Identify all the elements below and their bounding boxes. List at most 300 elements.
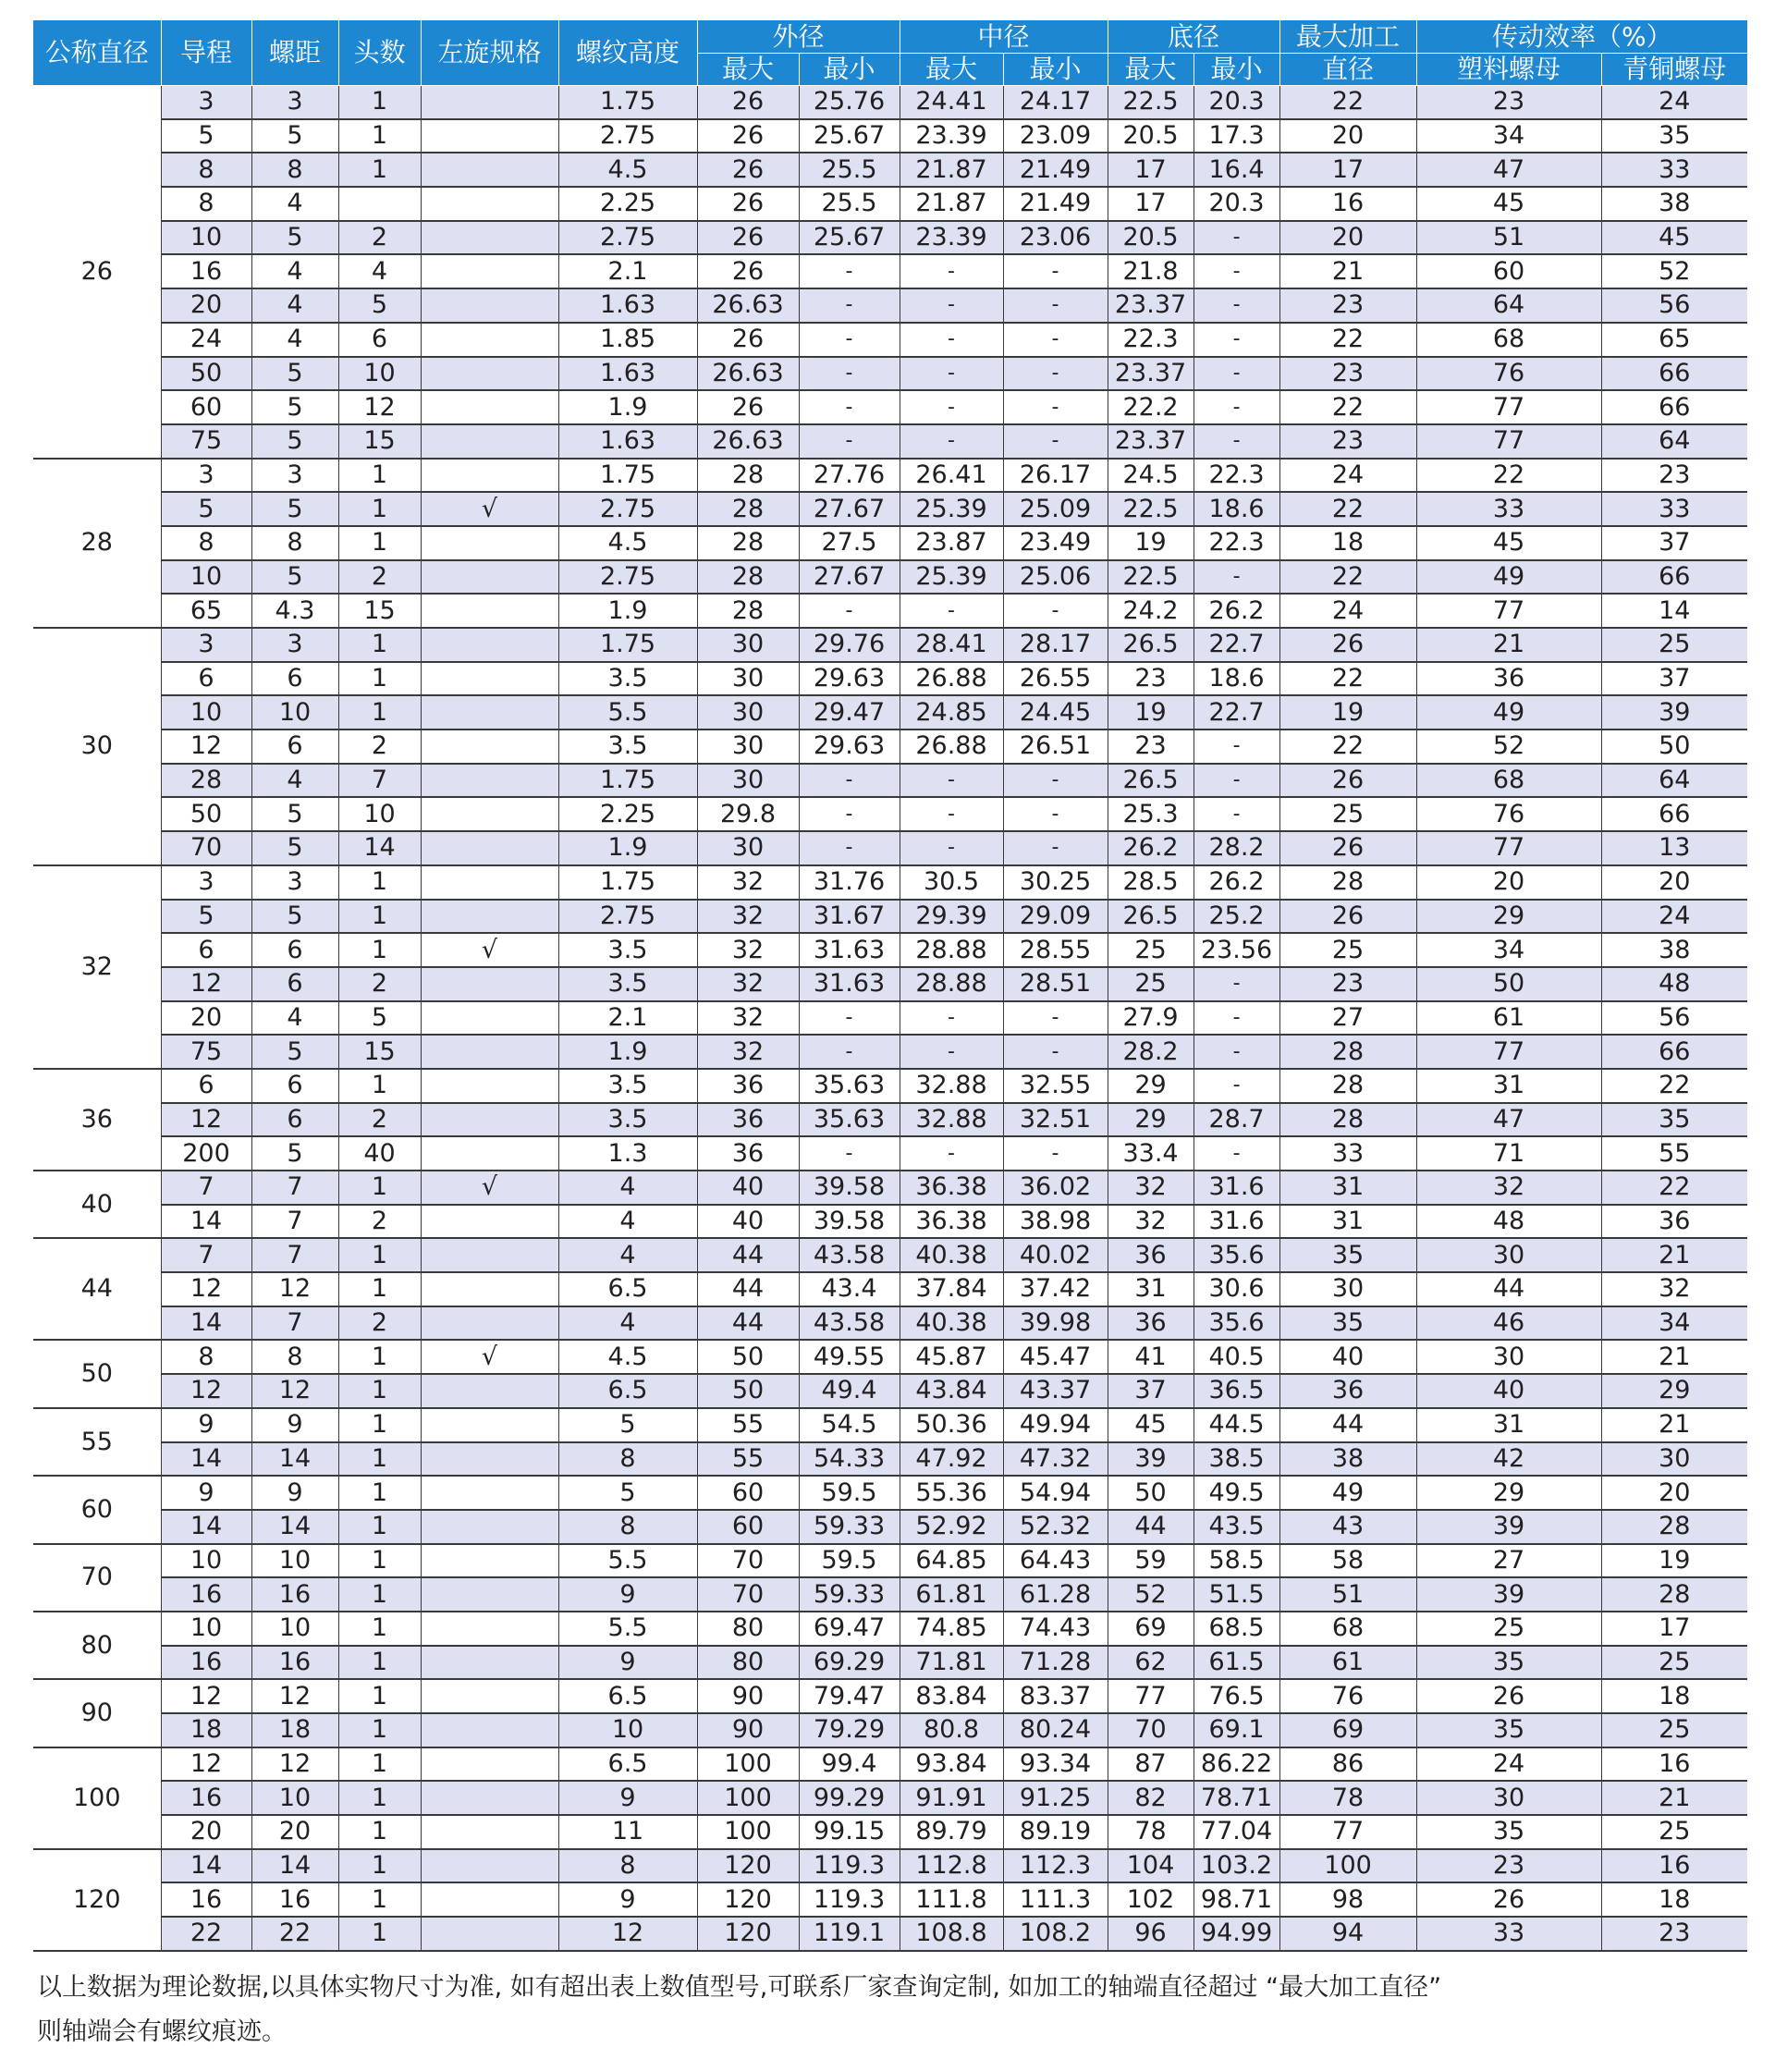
plastic-nut-cell: 68	[1416, 764, 1601, 798]
root-min-cell: -	[1194, 424, 1279, 459]
lead-cell: 12	[161, 1679, 251, 1713]
pitch-max-cell: 80.8	[900, 1713, 1003, 1747]
pitch-cell: 5	[251, 831, 338, 865]
nominal-diameter-cell: 60	[33, 1476, 161, 1543]
plastic-nut-cell: 26	[1416, 1882, 1601, 1917]
max-machining-cell: 30	[1279, 1272, 1416, 1306]
pitch-cell: 12	[251, 1747, 338, 1782]
pitch-cell: 5	[251, 1035, 338, 1069]
thread-height-cell: 8	[558, 1442, 697, 1477]
pitch-min-cell: 64.43	[1003, 1544, 1108, 1578]
max-machining-cell: 16	[1279, 187, 1416, 221]
max-machining-cell: 61	[1279, 1646, 1416, 1680]
root-min-cell: 20.3	[1194, 86, 1279, 119]
pitch-max-cell: 26.88	[900, 729, 1003, 764]
pitch-max-cell: -	[900, 797, 1003, 831]
root-min-cell: 69.1	[1194, 1713, 1279, 1747]
outer-min-cell: -	[799, 323, 900, 357]
pitch-min-cell: 83.37	[1003, 1679, 1108, 1713]
root-max-cell: 102	[1108, 1882, 1194, 1917]
root-min-cell: 28.2	[1194, 831, 1279, 865]
plastic-nut-cell: 61	[1416, 1001, 1601, 1036]
plastic-nut-cell: 31	[1416, 1408, 1601, 1442]
bronze-nut-cell: 21	[1601, 1340, 1747, 1374]
lead-cell: 10	[161, 560, 251, 595]
lead-cell: 16	[161, 1882, 251, 1917]
max-machining-cell: 20	[1279, 119, 1416, 153]
root-min-cell: -	[1194, 390, 1279, 424]
pitch-cell: 20	[251, 1815, 338, 1849]
pitch-min-cell: 26.55	[1003, 662, 1108, 696]
bronze-nut-cell: 55	[1601, 1136, 1747, 1171]
root-max-cell: 29	[1108, 1069, 1194, 1103]
plastic-nut-cell: 33	[1416, 1917, 1601, 1951]
max-machining-cell: 25	[1279, 933, 1416, 967]
outer-max-cell: 30	[697, 831, 799, 865]
starts-cell: 1	[338, 86, 421, 119]
thread-height-cell: 9	[558, 1646, 697, 1680]
max-machining-cell: 27	[1279, 1001, 1416, 1036]
outer-max-cell: 90	[697, 1713, 799, 1747]
outer-max-cell: 26.63	[697, 424, 799, 459]
root-min-cell: -	[1194, 729, 1279, 764]
outer-min-cell: 25.5	[799, 187, 900, 221]
plastic-nut-cell: 25	[1416, 1612, 1601, 1646]
left-hand-cell	[421, 1374, 558, 1408]
pitch-max-cell: 28.88	[900, 933, 1003, 967]
root-min-cell: 36.5	[1194, 1374, 1279, 1408]
root-min-cell: 26.2	[1194, 594, 1279, 628]
lead-cell: 75	[161, 424, 251, 459]
pitch-cell: 8	[251, 1340, 338, 1374]
pitch-min-cell: 38.98	[1003, 1205, 1108, 1239]
starts-cell: 1	[338, 1882, 421, 1917]
lead-cell: 6	[161, 933, 251, 967]
pitch-cell: 5	[251, 424, 338, 459]
root-max-cell: 26.5	[1108, 900, 1194, 934]
starts-cell: 1	[338, 1238, 421, 1272]
outer-min-cell: 43.58	[799, 1306, 900, 1341]
pitch-min-cell: 30.25	[1003, 865, 1108, 900]
lead-cell: 7	[161, 1171, 251, 1205]
max-machining-cell: 23	[1279, 288, 1416, 323]
root-min-cell: 68.5	[1194, 1612, 1279, 1646]
bronze-nut-cell: 65	[1601, 323, 1747, 357]
plastic-nut-cell: 23	[1416, 1849, 1601, 1883]
nominal-diameter-cell: 30	[33, 628, 161, 865]
pitch-min-cell: 89.19	[1003, 1815, 1108, 1849]
bronze-nut-cell: 37	[1601, 526, 1747, 560]
left-hand-cell	[421, 424, 558, 459]
left-hand-cell	[421, 187, 558, 221]
header-root-diameter: 底径	[1108, 20, 1279, 54]
outer-max-cell: 50	[697, 1340, 799, 1374]
plastic-nut-cell: 68	[1416, 323, 1601, 357]
nominal-diameter-cell: 90	[33, 1679, 161, 1747]
header-bronze-nut: 青铜螺母	[1601, 54, 1747, 86]
pitch-min-cell: 52.32	[1003, 1510, 1108, 1544]
root-min-cell: 77.04	[1194, 1815, 1279, 1849]
table-row	[33, 153, 1747, 187]
bronze-nut-cell: 33	[1601, 153, 1747, 187]
pitch-max-cell: 112.8	[900, 1849, 1003, 1883]
outer-max-cell: 90	[697, 1679, 799, 1713]
header-pitch: 螺距	[251, 20, 338, 86]
pitch-cell: 5	[251, 390, 338, 424]
lead-cell: 75	[161, 1035, 251, 1069]
lead-cell: 16	[161, 1781, 251, 1815]
outer-max-cell: 36	[697, 1069, 799, 1103]
table-row	[33, 560, 1747, 595]
thread-height-cell: 6.5	[558, 1747, 697, 1782]
root-max-cell: 69	[1108, 1612, 1194, 1646]
pitch-max-cell: 25.39	[900, 560, 1003, 595]
left-hand-cell	[421, 288, 558, 323]
pitch-min-cell: 28.51	[1003, 967, 1108, 1001]
header-lead: 导程	[161, 20, 251, 86]
outer-min-cell: 31.63	[799, 933, 900, 967]
outer-max-cell: 26.63	[697, 357, 799, 391]
nominal-diameter-cell: 32	[33, 865, 161, 1069]
starts-cell: 1	[338, 1713, 421, 1747]
outer-min-cell: -	[799, 764, 900, 798]
plastic-nut-cell: 60	[1416, 254, 1601, 288]
root-min-cell: -	[1194, 357, 1279, 391]
table-row	[33, 628, 1747, 662]
starts-cell: 1	[338, 1171, 421, 1205]
pitch-cell: 9	[251, 1476, 338, 1510]
starts-cell: 5	[338, 1001, 421, 1036]
outer-min-cell: 119.3	[799, 1882, 900, 1917]
outer-max-cell: 120	[697, 1917, 799, 1951]
pitch-min-cell: 24.45	[1003, 695, 1108, 729]
max-machining-cell: 26	[1279, 831, 1416, 865]
outer-min-cell: -	[799, 288, 900, 323]
pitch-min-cell: 112.3	[1003, 1849, 1108, 1883]
header-root-min: 最小	[1194, 54, 1279, 86]
left-hand-cell	[421, 729, 558, 764]
table-body	[33, 86, 1747, 1951]
pitch-min-cell: 24.17	[1003, 86, 1108, 119]
left-hand-cell	[421, 1001, 558, 1036]
pitch-cell: 12	[251, 1272, 338, 1306]
outer-min-cell: -	[799, 1035, 900, 1069]
outer-max-cell: 30	[697, 695, 799, 729]
root-max-cell: 26.2	[1108, 831, 1194, 865]
table-row	[33, 1544, 1747, 1578]
pitch-min-cell: -	[1003, 424, 1108, 459]
bronze-nut-cell: 28	[1601, 1577, 1747, 1612]
outer-min-cell: 29.63	[799, 729, 900, 764]
left-hand-cell	[421, 1815, 558, 1849]
starts-cell: 1	[338, 1815, 421, 1849]
lead-cell: 22	[161, 1917, 251, 1951]
header-thread-height: 螺纹高度	[558, 20, 697, 86]
plastic-nut-cell: 64	[1416, 288, 1601, 323]
pitch-cell: 5	[251, 492, 338, 526]
bronze-nut-cell: 35	[1601, 1103, 1747, 1137]
table-row	[33, 119, 1747, 153]
root-max-cell: 27.9	[1108, 1001, 1194, 1036]
pitch-cell: 4	[251, 1001, 338, 1036]
max-machining-cell: 24	[1279, 459, 1416, 493]
outer-max-cell: 40	[697, 1171, 799, 1205]
thread-height-cell: 2.25	[558, 797, 697, 831]
starts-cell: 6	[338, 323, 421, 357]
table-row	[33, 1781, 1747, 1815]
bronze-nut-cell: 21	[1601, 1408, 1747, 1442]
starts-cell: 2	[338, 729, 421, 764]
table-row	[33, 1272, 1747, 1306]
lead-cell: 10	[161, 1544, 251, 1578]
outer-max-cell: 32	[697, 967, 799, 1001]
root-max-cell: 24.2	[1108, 594, 1194, 628]
pitch-max-cell: -	[900, 390, 1003, 424]
pitch-max-cell: 24.41	[900, 86, 1003, 119]
max-machining-cell: 19	[1279, 695, 1416, 729]
header-outer-diameter: 外径	[697, 20, 900, 54]
plastic-nut-cell: 77	[1416, 424, 1601, 459]
root-min-cell: -	[1194, 288, 1279, 323]
pitch-min-cell: 40.02	[1003, 1238, 1108, 1272]
pitch-cell: 5	[251, 357, 338, 391]
outer-max-cell: 80	[697, 1646, 799, 1680]
bronze-nut-cell: 48	[1601, 967, 1747, 1001]
thread-height-cell: 4.5	[558, 1340, 697, 1374]
outer-min-cell: 119.1	[799, 1917, 900, 1951]
starts-cell: 1	[338, 695, 421, 729]
left-hand-cell	[421, 1272, 558, 1306]
lead-cell: 14	[161, 1306, 251, 1341]
lead-cell: 14	[161, 1205, 251, 1239]
lead-cell: 16	[161, 1646, 251, 1680]
starts-cell: 2	[338, 221, 421, 255]
max-machining-cell: 35	[1279, 1306, 1416, 1341]
plastic-nut-cell: 31	[1416, 1069, 1601, 1103]
outer-max-cell: 44	[697, 1238, 799, 1272]
lead-cell: 8	[161, 526, 251, 560]
outer-max-cell: 44	[697, 1272, 799, 1306]
pitch-max-cell: 24.85	[900, 695, 1003, 729]
header-pitch-max: 最大	[900, 54, 1003, 86]
max-machining-cell: 86	[1279, 1747, 1416, 1782]
nominal-diameter-cell: 70	[33, 1544, 161, 1612]
thread-height-cell: 6.5	[558, 1374, 697, 1408]
table-row	[33, 424, 1747, 459]
lead-cell: 50	[161, 357, 251, 391]
thread-height-cell: 1.63	[558, 357, 697, 391]
pitch-max-cell: 30.5	[900, 865, 1003, 900]
pitch-max-cell: 74.85	[900, 1612, 1003, 1646]
thread-height-cell: 2.75	[558, 119, 697, 153]
pitch-min-cell: -	[1003, 254, 1108, 288]
pitch-cell: 5	[251, 221, 338, 255]
max-machining-cell: 28	[1279, 1035, 1416, 1069]
table-row	[33, 1306, 1747, 1341]
root-max-cell: 23	[1108, 662, 1194, 696]
outer-min-cell: 29.76	[799, 628, 900, 662]
left-hand-cell	[421, 1205, 558, 1239]
starts-cell: 1	[338, 1679, 421, 1713]
thread-height-cell: 4.5	[558, 526, 697, 560]
thread-height-cell: 2.75	[558, 560, 697, 595]
pitch-min-cell: 26.51	[1003, 729, 1108, 764]
pitch-min-cell: 23.09	[1003, 119, 1108, 153]
left-hand-cell	[421, 86, 558, 119]
outer-max-cell: 26	[697, 153, 799, 187]
table-row	[33, 1238, 1747, 1272]
root-min-cell: 22.3	[1194, 459, 1279, 493]
max-machining-cell: 22	[1279, 729, 1416, 764]
root-max-cell: 20.5	[1108, 119, 1194, 153]
pitch-cell: 4.3	[251, 594, 338, 628]
pitch-min-cell: 23.49	[1003, 526, 1108, 560]
table-row	[33, 357, 1747, 391]
pitch-cell: 10	[251, 1544, 338, 1578]
bronze-nut-cell: 23	[1601, 459, 1747, 493]
table-row	[33, 1849, 1747, 1883]
pitch-max-cell: 21.87	[900, 187, 1003, 221]
bronze-nut-cell: 56	[1601, 288, 1747, 323]
starts-cell: 1	[338, 1272, 421, 1306]
max-machining-cell: 76	[1279, 1679, 1416, 1713]
thread-height-cell: 3.5	[558, 1103, 697, 1137]
table-row	[33, 86, 1747, 119]
table-row	[33, 662, 1747, 696]
starts-cell: 1	[338, 865, 421, 900]
root-min-cell: -	[1194, 254, 1279, 288]
pitch-min-cell: 28.55	[1003, 933, 1108, 967]
header-max-machining-diameter-line2: 直径	[1279, 54, 1416, 86]
outer-max-cell: 32	[697, 900, 799, 934]
root-max-cell: 21.8	[1108, 254, 1194, 288]
thread-height-cell: 2.75	[558, 221, 697, 255]
pitch-max-cell: 32.88	[900, 1103, 1003, 1137]
starts-cell: 1	[338, 459, 421, 493]
pitch-min-cell: 108.2	[1003, 1917, 1108, 1951]
table-row	[33, 900, 1747, 934]
outer-max-cell: 50	[697, 1374, 799, 1408]
pitch-max-cell: 26.88	[900, 662, 1003, 696]
thread-height-cell: 4.5	[558, 153, 697, 187]
lead-cell: 9	[161, 1476, 251, 1510]
thread-height-cell: 6.5	[558, 1679, 697, 1713]
root-min-cell: -	[1194, 221, 1279, 255]
max-machining-cell: 77	[1279, 1815, 1416, 1849]
thread-height-cell: 1.9	[558, 1035, 697, 1069]
outer-max-cell: 60	[697, 1510, 799, 1544]
header-row-1	[33, 20, 1747, 54]
pitch-min-cell: 91.25	[1003, 1781, 1108, 1815]
plastic-nut-cell: 49	[1416, 560, 1601, 595]
lead-cell: 70	[161, 831, 251, 865]
root-max-cell: 96	[1108, 1917, 1194, 1951]
outer-max-cell: 26	[697, 221, 799, 255]
left-hand-cell: √	[421, 1340, 558, 1374]
max-machining-cell: 23	[1279, 967, 1416, 1001]
pitch-max-cell: 40.38	[900, 1238, 1003, 1272]
bronze-nut-cell: 24	[1601, 900, 1747, 934]
pitch-max-cell: 36.38	[900, 1205, 1003, 1239]
root-max-cell: 25.3	[1108, 797, 1194, 831]
lead-cell: 3	[161, 628, 251, 662]
pitch-max-cell: 83.84	[900, 1679, 1003, 1713]
bronze-nut-cell: 64	[1601, 424, 1747, 459]
plastic-nut-cell: 20	[1416, 865, 1601, 900]
pitch-max-cell: 32.88	[900, 1069, 1003, 1103]
left-hand-cell	[421, 594, 558, 628]
lead-cell: 12	[161, 729, 251, 764]
root-max-cell: 20.5	[1108, 221, 1194, 255]
max-machining-cell: 31	[1279, 1171, 1416, 1205]
root-min-cell: 58.5	[1194, 1544, 1279, 1578]
outer-max-cell: 60	[697, 1476, 799, 1510]
table-row	[33, 729, 1747, 764]
pitch-min-cell: 26.17	[1003, 459, 1108, 493]
starts-cell: 1	[338, 1510, 421, 1544]
bronze-nut-cell: 56	[1601, 1001, 1747, 1036]
thread-height-cell: 4	[558, 1205, 697, 1239]
pitch-min-cell: 45.47	[1003, 1340, 1108, 1374]
outer-max-cell: 100	[697, 1815, 799, 1849]
root-max-cell: 23.37	[1108, 424, 1194, 459]
thread-height-cell: 1.75	[558, 628, 697, 662]
pitch-cell: 5	[251, 560, 338, 595]
table-row	[33, 1103, 1747, 1137]
footnote-line-2: 则轴端会有螺纹痕迹。	[37, 2017, 287, 2046]
thread-height-cell: 11	[558, 1815, 697, 1849]
bronze-nut-cell: 29	[1601, 1374, 1747, 1408]
root-min-cell: -	[1194, 560, 1279, 595]
root-min-cell: 94.99	[1194, 1917, 1279, 1951]
max-machining-cell: 20	[1279, 221, 1416, 255]
starts-cell: 2	[338, 967, 421, 1001]
max-machining-cell: 33	[1279, 1136, 1416, 1171]
plastic-nut-cell: 46	[1416, 1306, 1601, 1341]
lead-cell: 28	[161, 764, 251, 798]
starts-cell: 4	[338, 254, 421, 288]
left-hand-cell	[421, 323, 558, 357]
outer-max-cell: 120	[697, 1849, 799, 1883]
left-hand-cell	[421, 797, 558, 831]
root-min-cell: 86.22	[1194, 1747, 1279, 1782]
pitch-max-cell: 43.84	[900, 1374, 1003, 1408]
pitch-cell: 4	[251, 764, 338, 798]
pitch-cell: 5	[251, 797, 338, 831]
table-row	[33, 1577, 1747, 1612]
left-hand-cell	[421, 1747, 558, 1782]
plastic-nut-cell: 71	[1416, 1136, 1601, 1171]
pitch-cell: 14	[251, 1510, 338, 1544]
root-max-cell: 104	[1108, 1849, 1194, 1883]
pitch-max-cell: 23.39	[900, 221, 1003, 255]
header-root-max: 最大	[1108, 54, 1194, 86]
starts-cell: 15	[338, 1035, 421, 1069]
pitch-max-cell: 26.41	[900, 459, 1003, 493]
outer-max-cell: 32	[697, 1035, 799, 1069]
root-max-cell: 22.5	[1108, 492, 1194, 526]
left-hand-cell	[421, 390, 558, 424]
outer-max-cell: 32	[697, 1001, 799, 1036]
pitch-max-cell: 28.41	[900, 628, 1003, 662]
thread-height-cell: 1.63	[558, 288, 697, 323]
table-row	[33, 1917, 1747, 1951]
thread-height-cell: 9	[558, 1882, 697, 1917]
outer-min-cell: 43.4	[799, 1272, 900, 1306]
starts-cell: 1	[338, 492, 421, 526]
bronze-nut-cell: 25	[1601, 1646, 1747, 1680]
thread-height-cell: 3.5	[558, 967, 697, 1001]
